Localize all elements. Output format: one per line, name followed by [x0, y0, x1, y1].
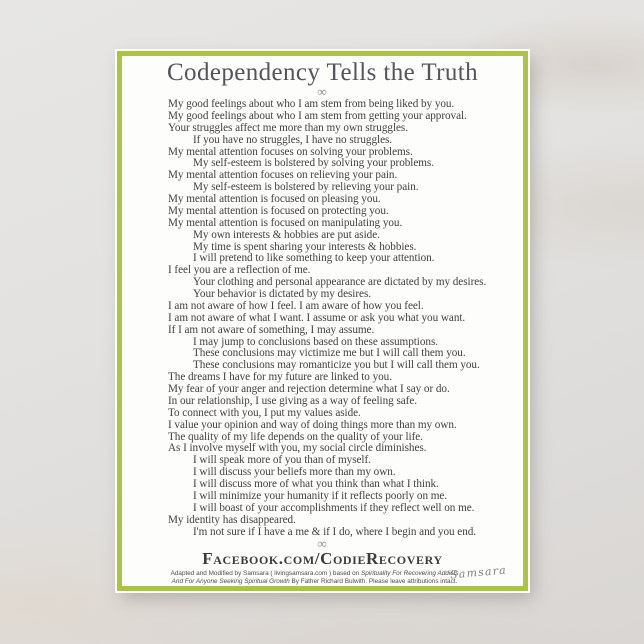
body-line: As I involve myself with you, my social circle diminishes.	[168, 442, 427, 455]
body-line: My mental attention is focused on protecting you.	[168, 204, 389, 217]
statement-list	[122, 99, 523, 538]
body-line: These conclusions may victimize me but I will call them you.	[193, 347, 466, 360]
body-line: In our relationship, I use giving as a way of feeling safe.	[168, 394, 418, 407]
body-line: My identity has disappeared.	[168, 513, 296, 526]
infinity-ornament-bottom: ∞	[317, 536, 328, 552]
body-line: My own interests & hobbies are put aside.	[193, 228, 380, 241]
body-line: Your struggles affect me more than my own struggles.	[168, 121, 408, 134]
body-line: The quality of my life depends on the quality of your life.	[168, 430, 423, 443]
body-line: If I am not aware of something, I may assume.	[168, 323, 375, 336]
body-line: My good feelings about who I am stem from getting your approval.	[168, 109, 467, 122]
body-line: My mental attention focuses on relieving your pain.	[168, 169, 398, 182]
body-line: My time is spent sharing your interests & hobbies.	[193, 240, 417, 253]
body-line: These conclusions may romanticize you but I will call them you.	[193, 359, 480, 372]
facebook-url-text: Facebook.com/CodieRecovery	[202, 549, 443, 569]
attribution-line2-italic: And For Anyone Seeking Spiritual Growth	[171, 577, 292, 585]
body-line: Your clothing and personal appearance are dictated by my desires.	[193, 276, 487, 289]
body-line: I will speak more of you than of myself.	[193, 454, 371, 467]
postcard-content	[122, 56, 523, 586]
body-line: The dreams I have for my future are linked to you.	[168, 371, 392, 384]
attribution-line2-normal: By Father Richard Bulwith. Please leave attributions intact.	[291, 577, 458, 585]
body-line: My mental attention is focused on pleasing you.	[168, 193, 381, 205]
body-line: My mental attention focuses on solving your problems.	[168, 145, 413, 158]
body-line: If you have no struggles, I have no struggles.	[193, 133, 393, 146]
page-title: Codependency Tells the Truth	[166, 59, 479, 86]
body-line: My self-esteem is bolstered by solving your problems.	[193, 157, 434, 170]
body-line: I will minimize your humanity if it reflects poorly on me.	[193, 489, 448, 502]
postcard	[117, 51, 528, 591]
body-line: My fear of your anger and rejection determine what I say or do.	[168, 383, 450, 395]
infinity-ornament-top: ∞	[317, 84, 328, 99]
attribution-line1-normal: Adapted and Modified by Samsara ( livingsamsara.com ) based on	[170, 570, 361, 578]
attribution-line-2	[158, 578, 471, 585]
samsara-signature: Samsara	[449, 563, 508, 582]
body-line: I am not aware of what I want. I assume or ask you what you want.	[168, 311, 466, 324]
body-line: I will discuss more of what you think than what I think.	[193, 478, 439, 490]
body-line: I am not aware of how I feel. I am aware of how you feel.	[168, 299, 424, 312]
body-line: I value your opinion and way of doing things more than my own.	[168, 418, 457, 431]
attribution-line1-italic: Spirituality For Recovering Addicts	[360, 570, 459, 578]
attribution-line-1	[158, 570, 471, 577]
body-line: I will boast of your accomplishments if they reflect well on me.	[193, 501, 475, 514]
body-line: I will pretend to like something to keep your attention.	[193, 252, 435, 265]
body-line: Your behavior is dictated by my desires.	[193, 288, 372, 300]
body-line: I feel you are a reflection of me.	[168, 264, 311, 277]
body-line: I will discuss your beliefs more than my own.	[193, 466, 396, 479]
body-line: My mental attention is focused on manipulating you.	[168, 216, 403, 229]
body-line: I'm not sure if I have a me & if I do, where I begin and you end.	[193, 525, 477, 538]
body-line: My good feelings about who I am stem from being liked by you.	[168, 98, 455, 110]
body-line: I may jump to conclusions based on these assumptions.	[193, 335, 438, 348]
body-line: My self-esteem is bolstered by relieving your pain.	[193, 181, 419, 194]
body-line: To connect with you, I put my values aside.	[168, 406, 361, 419]
